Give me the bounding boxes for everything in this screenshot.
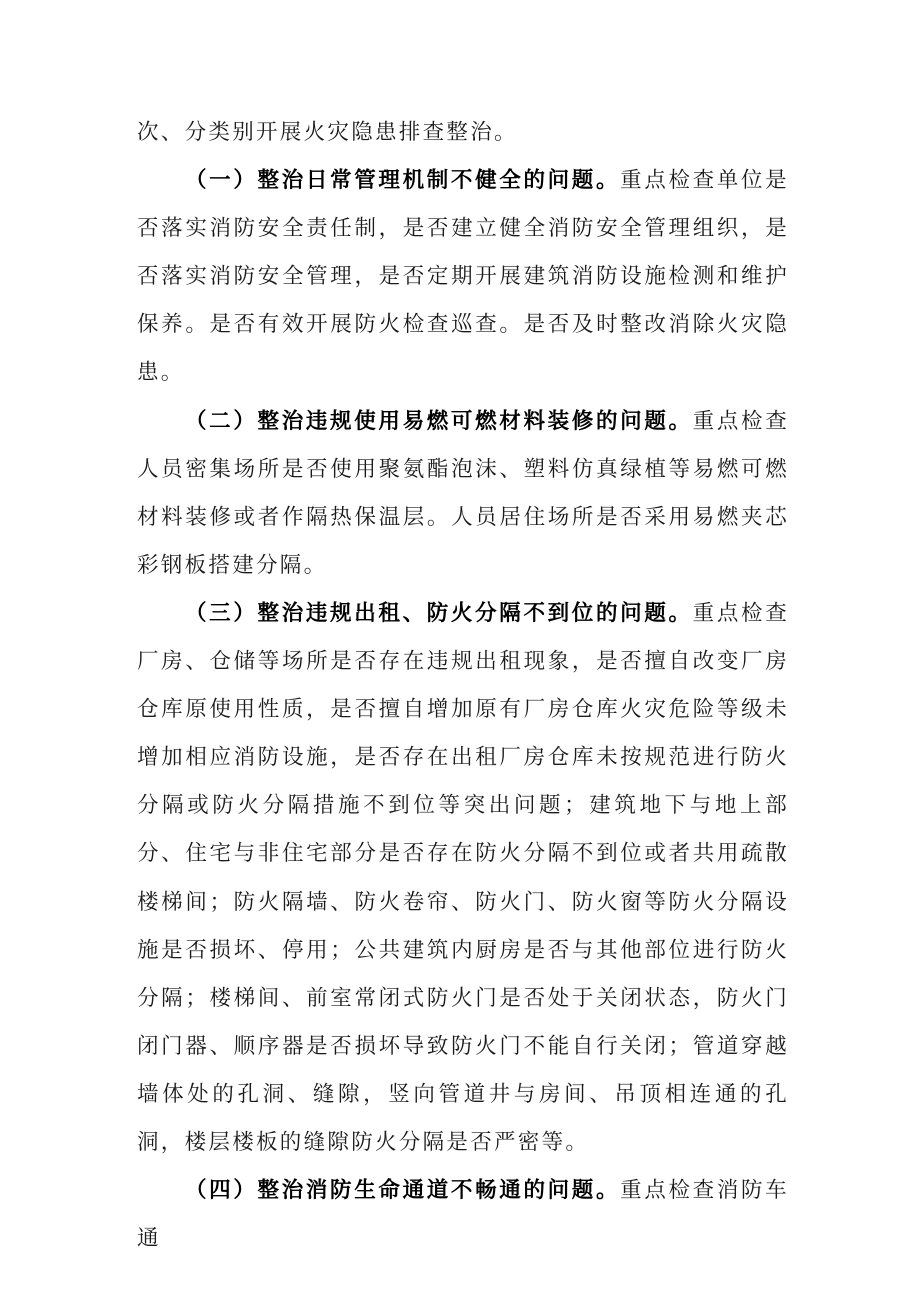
paragraph-item-1 <box>137 157 789 397</box>
paragraph-item-4 <box>137 1167 789 1263</box>
paragraph-continuation <box>137 109 789 157</box>
paragraph-item-2 <box>137 398 789 590</box>
paragraph-text: 重点检查人员密集场所是否使用聚氨酯泡沫、塑料仿真绿植等易燃可燃材料装修或者作隔热保温层。人员居住场所是否采用易燃夹芯彩钢板搭建分隔。 <box>137 408 789 578</box>
paragraph-item-3 <box>137 590 789 1167</box>
paragraph-text: 重点检查单位是否落实消防安全责任制，是否建立健全消防安全管理组织，是否落实消防安全管理，是否定期开展建筑消防设施检测和维护保养。是否有效开展防火检查巡查。是否及时整改消除火灾隐患。 <box>137 168 789 386</box>
paragraph-text: 重点检查厂房、仓储等场所是否存在违规出租现象，是否擅自改变厂房仓库原使用性质，是否擅自增加原有厂房仓库火灾危险等级未增加相应消防设施，是否存在出租厂房仓库未按规范进行防火分隔或防火分隔措施不到位等突出问题；建筑地下与地上部分、住宅与非住宅部分是否存在防火分隔不到位或者共用疏散楼梯间；防火隔墙、防火卷帘、防火门、防火窗等防火分隔设施是否损坏、停用；公共建筑内厨房是否与其他部位进行防火分隔；楼梯间、前室常闭式防火门是否处于关闭状态，防火门闭门器、顺序器是否损坏导致防火门不能自行关闭；管道穿越墙体处的孔洞、缝隙，竖向管道井与房间、吊顶相连通的孔洞，楼层楼板的缝隙防火分隔是否严密等。 <box>137 600 789 1155</box>
paragraph-text: 次、分类别开展火灾隐患排查整治。 <box>137 120 518 145</box>
document-body <box>137 109 789 1263</box>
paragraph-heading: （一）整治日常管理机制不健全的问题。 <box>185 168 621 194</box>
paragraph-heading: （三）整治违规出租、防火分隔不到位的问题。 <box>185 600 693 626</box>
paragraph-heading: （二）整治违规使用易燃可燃材料装修的问题。 <box>185 408 693 434</box>
paragraph-heading: （四）整治消防生命通道不畅通的问题。 <box>185 1178 621 1204</box>
paragraph-text: 重点检查消防车通 <box>137 1178 789 1252</box>
